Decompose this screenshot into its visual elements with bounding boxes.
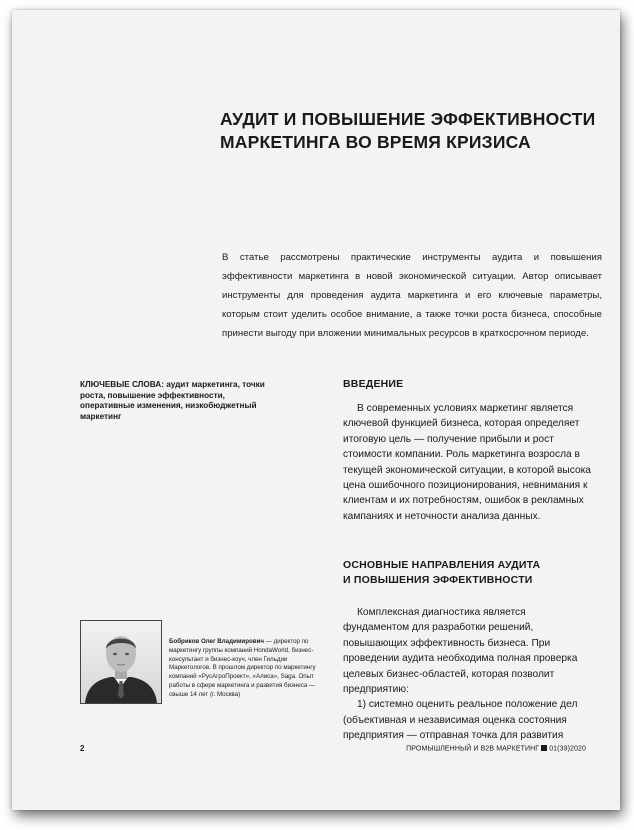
- author-description: — директор по маркетингу группы компаний HondaWorld, бизнес-консультант и бизнес-коуч, член Гильдии Маркетологов. В прошлом директор по маркетингу компаний «РусАгроПроект», «Алиса», Saga. Опыт работы в сфере маркетинга и развития бизнеса — свыше 14 лет (г. Москва): [169, 638, 316, 698]
- abstract: В статье рассмотрены практические инструменты аудита и повышения эффективности маркетинга в новой экономической ситуации. Автор описывает инструменты для проведения аудита маркетинга и его ключевые параметры, которым стоит уделить особое внимание, а также точки роста бизнеса, способные принести выгоду при вложении минимальных ресурсов в краткосрочном периоде.: [222, 252, 602, 339]
- author-bio: [169, 638, 319, 700]
- directions-heading-line-2: И ПОВЫШЕНИЯ ЭФФЕКТИВНОСТИ: [343, 573, 533, 586]
- journal-name: ПРОМЫШЛЕННЫЙ И B2B МАРКЕТИНГ: [406, 745, 540, 753]
- author-photo: [80, 620, 162, 704]
- directions-paragraph: Комплексная диагностика является фундаментом для разработки решений, повышающих эффективность бизнеса. При проведении аудита необходима полная проверка целевых бизнес-областей, которая позволит предприятию:: [343, 607, 578, 696]
- title-line-2: МАРКЕТИНГА ВО ВРЕМЯ КРИЗИСА: [220, 132, 531, 152]
- intro-paragraph: В современных условиях маркетинг является ключевой функцией бизнеса, которая определяет итоговую цель — получение прибыли и рост стоимости компании. Роль маркетинга возросла в текущей экономической ситуации, в которой высока цена ошибочного позиционирования, невнимания к клиентам и их потребностям, ошибок в рекламных кампаниях и неточности анализа данных.: [343, 403, 591, 522]
- directions-heading-line-1: ОСНОВНЫЕ НАПРАВЛЕНИЯ АУДИТА: [343, 559, 541, 571]
- author-portrait-icon: [81, 621, 161, 703]
- journal-footer: [406, 745, 586, 753]
- directions-section: [343, 605, 593, 744]
- intro-section: [343, 401, 593, 524]
- journal-issue: 01(39)2020: [549, 745, 586, 753]
- intro-heading: ВВЕДЕНИЕ: [343, 378, 404, 390]
- author-name: Бобриков Олег Владимирович: [169, 638, 264, 645]
- article-title: [220, 108, 620, 154]
- paper-page: [12, 10, 620, 810]
- title-line-1: АУДИТ И ПОВЫШЕНИЕ ЭФФЕКТИВНОСТИ: [220, 109, 596, 129]
- page-number: 2: [80, 744, 85, 753]
- square-icon: [541, 745, 547, 751]
- keywords: КЛЮЧЕВЫЕ СЛОВА: аудит маркетинга, точки роста, повышение эффективности, оперативные изменения, низкобюджетный маркетинг: [80, 380, 265, 421]
- directions-heading: [343, 558, 603, 587]
- directions-list-item-1: 1) системно оценить реальное положение дел (объективная и независимая оценка состояния предприятия — отправная точка для развития: [343, 699, 578, 742]
